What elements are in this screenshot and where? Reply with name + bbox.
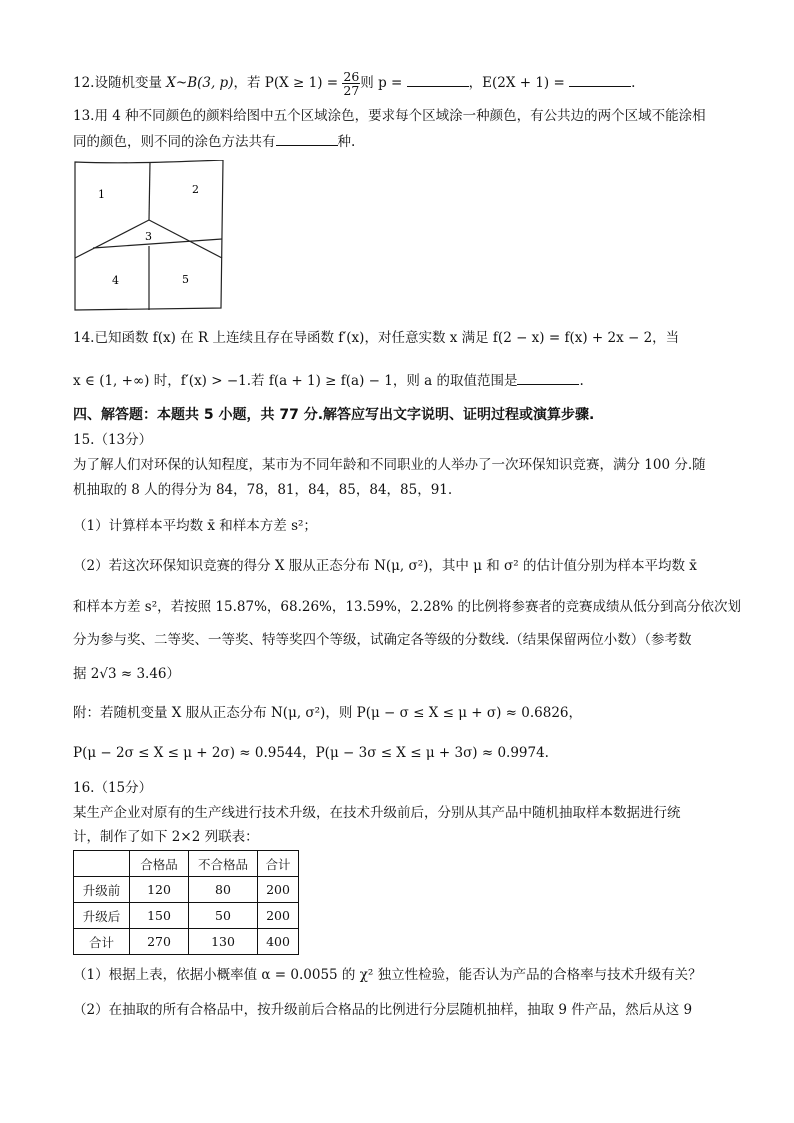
q12-expectation-label: ，E(2X + 1) =: [468, 75, 570, 91]
q16-header: 16.（15分）: [73, 780, 153, 796]
q12-prefix: 12.设随机变量: [73, 75, 167, 91]
q15-paragraph-1: 为了解人们对环保的认知程度，某市为不同年龄和不同职业的人举办了一次环保知识竞赛，满分 100 分.随: [73, 457, 706, 473]
diagram-divider-middle: [93, 239, 222, 248]
q13-blank[interactable]: [276, 131, 338, 146]
table-cell: 130: [189, 929, 258, 955]
q12-blank-expectation[interactable]: [569, 72, 631, 87]
q14-line-2-suffix: .: [579, 373, 584, 389]
q14-line-1: 14.已知函数 f(x) 在 R 上连续且存在导函数 f′(x)，对任意实数 x 满足 f(2 − x) = f(x) + 2x − 2，当: [73, 330, 680, 346]
q15-sub-2: （2）若这次环保知识竞赛的得分 X 服从正态分布 N(μ, σ²)，其中 μ 和 σ² 的估计值分别为样本平均数 x̄: [73, 558, 697, 574]
table-cell: 合计: [74, 929, 130, 955]
q16-paragraph-1: 某生产企业对原有的生产线进行技术升级，在技术升级前后，分别从其产品中随机抽取样本数据进行统: [73, 805, 681, 821]
table-cell: 50: [189, 903, 258, 929]
q12-fraction: [342, 70, 360, 97]
region-label-1: 1: [98, 188, 105, 201]
q14-line-2-prefix: x ∈ (1, +∞) 时，f′(x) > −1.若 f(a + 1) ≥ f(a) − 1，则 a 的取值范围是: [73, 373, 518, 389]
table-cell: 200: [258, 877, 299, 903]
table-header-cell: [74, 851, 130, 877]
table-header-cell: 合计: [258, 851, 299, 877]
table-cell: 120: [130, 877, 189, 903]
q14-line-2: [73, 370, 584, 391]
q13-line-2: [73, 131, 355, 152]
q16-sub-1: （1）根据上表，依据小概率值 α = 0.0055 的 χ² 独立性检验，能否认为产品的合格率与技术升级有关？: [73, 967, 702, 983]
q13-line-2-suffix: 种.: [337, 134, 356, 150]
q15-sub-2-cont-1: 和样本方差 s²，若按照 15.87%，68.26%，13.59%，2.28% 的比例将参赛者的竞赛成绩从低分到高分依次划: [73, 599, 742, 615]
q12-condition: ，若 P(X ≥ 1) =: [233, 75, 343, 91]
table-cell: 150: [130, 903, 189, 929]
table-header-row: [74, 851, 299, 877]
table-cell: 升级后: [74, 903, 130, 929]
region-label-2: 2: [192, 183, 199, 196]
region-label-3: 3: [145, 230, 152, 243]
q15-appendix-2: P(μ − 2σ ≤ X ≤ μ + 2σ) ≈ 0.9544，P(μ − 3σ ≤ X ≤ μ + 3σ) ≈ 0.9974.: [73, 745, 549, 761]
q12-p-label: 则 p =: [360, 75, 407, 91]
contingency-table: [73, 850, 299, 955]
q15-sub-2-cont-2: 分为参与奖、二等奖、一等奖、特等奖四个等级，试确定各等级的分数线.（结果保留两位小数）（参考数: [73, 632, 692, 648]
region-label-5: 5: [182, 273, 189, 286]
region-diagram: [73, 160, 228, 312]
region-label-4: 4: [112, 274, 119, 287]
table-cell: 270: [130, 929, 189, 955]
table-header-cell: 不合格品: [189, 851, 258, 877]
table-cell: 升级前: [74, 877, 130, 903]
section-4-heading: 四、解答题：本题共 5 小题，共 77 分.解答应写出文字说明、证明过程或演算步骤.: [73, 407, 595, 423]
q12-fraction-denominator: 27: [343, 83, 360, 98]
q15-paragraph-2: 机抽取的 8 人的得分为 84，78，81，84，85，84，85，91.: [73, 482, 453, 498]
diagram-divider-right: [149, 220, 222, 258]
q12-end: .: [631, 75, 636, 91]
table-row: [74, 903, 299, 929]
q14-blank[interactable]: [517, 370, 579, 385]
q16-sub-2: （2）在抽取的所有合格品中，按升级前后合格品的比例进行分层随机抽样，抽取 9 件产品，然后从这 9: [73, 1002, 693, 1018]
q12-blank-p[interactable]: [407, 72, 469, 87]
q13-line-2-prefix: 同的颜色，则不同的涂色方法共有: [73, 134, 276, 150]
q12-fraction-numerator: 26: [343, 69, 360, 84]
table-cell: 80: [189, 877, 258, 903]
q13-line-1: 13.用 4 种不同颜色的颜料给图中五个区域涂色，要求每个区域涂一种颜色，有公共边的两个区域不能涂相: [73, 108, 706, 124]
q15-appendix-1: 附：若随机变量 X 服从正态分布 N(μ, σ²)，则 P(μ − σ ≤ X ≤ μ + σ) ≈ 0.6826，: [73, 705, 583, 721]
table-cell: 200: [258, 903, 299, 929]
table-row: [74, 877, 299, 903]
q15-header: 15.（13分）: [73, 432, 153, 448]
table-row: [74, 929, 299, 955]
table-header-cell: 合格品: [130, 851, 189, 877]
q16-paragraph-2: 计，制作了如下 2×2 列联表：: [73, 829, 259, 845]
diagram-divider-left: [75, 220, 149, 258]
q15-sub-2-cont-3: 据 2√3 ≈ 3.46）: [73, 666, 181, 682]
table-cell: 400: [258, 929, 299, 955]
q12-distribution: X~B(3, p): [166, 75, 234, 91]
q15-sub-1: （1）计算样本平均数 x̄ 和样本方差 s²；: [73, 518, 317, 534]
question-12: [73, 70, 635, 97]
diagram-divider-top: [149, 162, 150, 220]
